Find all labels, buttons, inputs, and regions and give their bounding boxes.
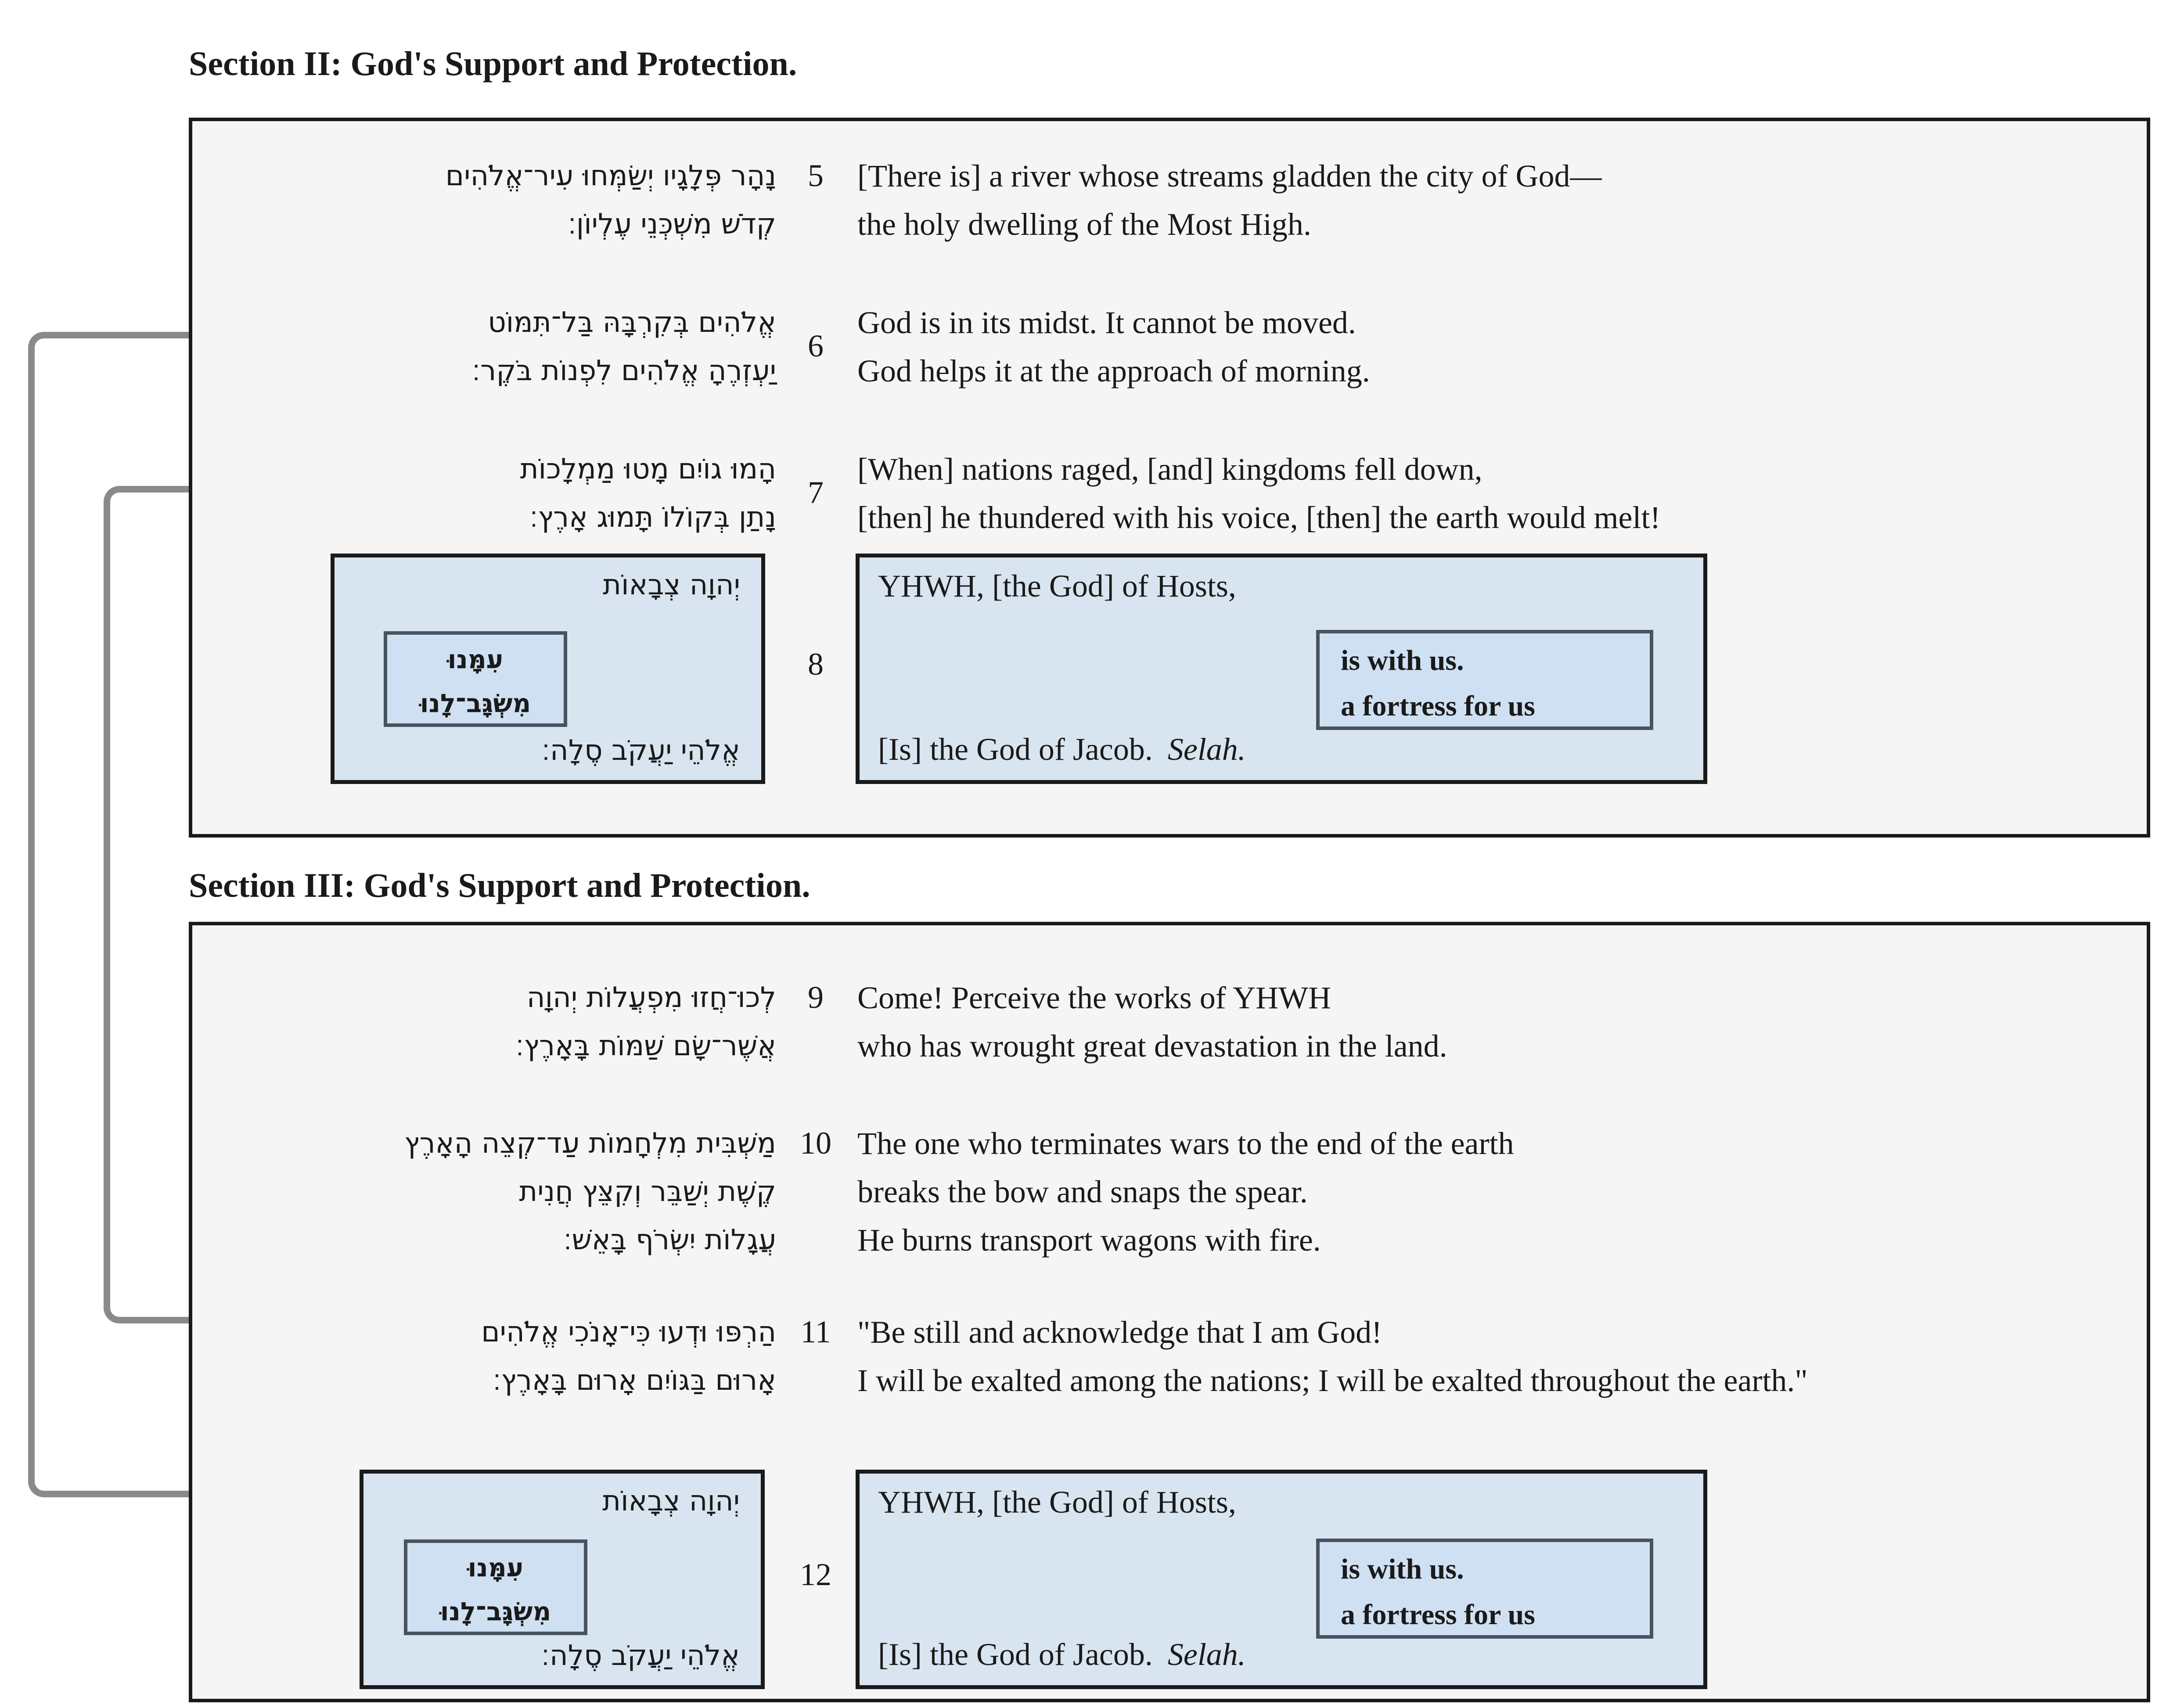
refrain-hebrew-box-v8 [331, 554, 765, 784]
hebrew-text-v5 [216, 152, 776, 248]
hebrew-emphasis-line: מִשְׂגָּב־לָנוּ [420, 688, 531, 718]
english-line: God helps it at the approach of morning. [857, 353, 1370, 388]
hebrew-line: יַעְזְרֶהָ אֱלֹהִים לִפְנוֹת בֹּקֶר׃ [472, 355, 776, 387]
hebrew-line: אֱלֹהִים בְּקִרְבָּהּ בַּל־תִּמּוֹט [488, 306, 776, 339]
hebrew-line: אֲשֶׁר־שָׂם שַׁמּוֹת בָּאָרֶץ׃ [515, 1030, 776, 1062]
english-closing-text: [Is] the God of Jacob. [878, 1637, 1153, 1672]
english-text-v9 [857, 974, 1447, 1070]
hebrew-emphasis-box [404, 1539, 587, 1635]
verse-number-12: 12 [800, 1557, 831, 1592]
section-3-box [189, 922, 2150, 1702]
english-closing-text: [Is] the God of Jacob. [878, 732, 1153, 767]
hebrew-emphasis-line: עִמָּנוּ [447, 644, 504, 674]
english-line: [There is] a river whose streams gladden the city of God— [857, 158, 1602, 194]
english-emphasis-box [1316, 1539, 1653, 1639]
english-line: The one who terminates wars to the end of the earth [857, 1126, 1514, 1161]
verse-number-11: 11 [800, 1314, 831, 1349]
hebrew-text-v7 [216, 445, 776, 542]
section-3-heading: Section III: God's Support and Protection. [189, 866, 810, 904]
english-refrain-closing [878, 1636, 1246, 1673]
hebrew-refrain-closing: אֱלֹהֵי יַעֲקֹב סֶלָה׃ [541, 1640, 740, 1672]
hebrew-text-v6 [216, 298, 776, 395]
english-line: I will be exalted among the nations; I will be exalted throughout the earth." [857, 1363, 1808, 1398]
hebrew-line: אָרוּם בַּגּוֹיִם אָרוּם בָּאָרֶץ׃ [493, 1364, 776, 1397]
refrain-english-box-v12 [856, 1470, 1707, 1689]
selah-italic: Selah. [1167, 1637, 1246, 1672]
english-text-v11 [857, 1308, 1808, 1405]
verse-number-10: 10 [800, 1125, 831, 1161]
refrain-english-box-v8 [856, 554, 1707, 784]
verse-number-9: 9 [808, 980, 824, 1015]
verse-number-6: 6 [808, 328, 824, 363]
verse-number-8: 8 [808, 647, 824, 682]
english-refrain-opening: YHWH, [the God] of Hosts, [878, 568, 1236, 604]
english-line: who has wrought great devastation in the land. [857, 1028, 1447, 1064]
english-emphasis-line: a fortress for us [1341, 1599, 1535, 1631]
english-emphasis-line: is with us. [1341, 644, 1464, 676]
english-emphasis-line: is with us. [1341, 1553, 1464, 1585]
english-line: [then] he thundered with his voice, [then] the earth would melt! [857, 500, 1661, 535]
english-text-v10 [857, 1119, 1514, 1264]
hebrew-line: לְכוּ־חֲזוּ מִפְעֲלוֹת יְהוָה [526, 982, 776, 1014]
english-emphasis-line: a fortress for us [1341, 690, 1535, 722]
hebrew-emphasis-box [384, 631, 567, 727]
english-line: "Be still and acknowledge that I am God! [857, 1315, 1382, 1350]
verse-number-5: 5 [808, 158, 824, 193]
verse-row-8 [192, 554, 2147, 784]
english-line: Come! Perceive the works of YHWH [857, 980, 1331, 1015]
hebrew-line: מַשְׁבִּית מִלְחָמוֹת עַד־קְצֵה הָאָרֶץ [404, 1127, 776, 1160]
verse-row-12 [192, 1470, 2147, 1689]
hebrew-line: קְדֹשׁ מִשְׁכְּנֵי עֶלְיוֹן׃ [568, 208, 776, 241]
english-line: [When] nations raged, [and] kingdoms fell down, [857, 452, 1483, 487]
english-line: breaks the bow and snaps the spear. [857, 1174, 1308, 1209]
hebrew-refrain-opening: יְהוָה צְבָאוֹת [603, 569, 740, 601]
english-refrain-opening: YHWH, [the God] of Hosts, [878, 1485, 1236, 1520]
english-line: He burns transport wagons with fire. [857, 1223, 1321, 1258]
hebrew-text-v11 [216, 1308, 776, 1405]
verse-number-7: 7 [808, 475, 824, 510]
hebrew-emphasis-line: מִשְׂגָּב־לָנוּ [440, 1597, 551, 1626]
hebrew-refrain-opening: יְהוָה צְבָאוֹת [602, 1485, 740, 1517]
hebrew-text-v9 [216, 974, 776, 1070]
hebrew-line: קֶשֶׁת יְשַׁבֵּר וְקִצֵּץ חֲנִית [519, 1176, 776, 1208]
hebrew-line: עֲגָלוֹת יִשְׂרֹף בָּאֵשׁ׃ [563, 1224, 776, 1256]
hebrew-line: הָמוּ גוֹיִם מָטוּ מַמְלָכוֹת [520, 453, 776, 485]
english-line: the holy dwelling of the Most High. [857, 207, 1311, 242]
hebrew-text-v10 [216, 1119, 776, 1264]
english-refrain-closing [878, 731, 1246, 768]
english-text-v5 [857, 152, 1601, 248]
english-text-v6 [857, 298, 1370, 395]
inner-link-bracket [104, 486, 189, 1323]
section-2-box [189, 118, 2150, 838]
refrain-hebrew-box-v12 [360, 1470, 765, 1689]
selah-italic: Selah. [1167, 732, 1246, 767]
english-emphasis-box [1316, 630, 1653, 730]
english-text-v7 [857, 445, 1660, 542]
section-2-heading: Section II: God's Support and Protection. [189, 44, 797, 83]
hebrew-line: הַרְפּוּ וּדְעוּ כִּי־אָנֹכִי אֱלֹהִים [481, 1316, 776, 1348]
hebrew-refrain-closing: אֱלֹהֵי יַעֲקֹב סֶלָה׃ [542, 734, 740, 767]
hebrew-line: נָהָר פְּלָגָיו יְשַׂמְּחוּ עִיר־אֱלֹהִים [445, 160, 776, 192]
hebrew-line: נָתַן בְּקוֹלוֹ תָּמוּג אָרֶץ׃ [529, 501, 776, 534]
hebrew-emphasis-line: עִמָּנוּ [468, 1553, 524, 1582]
english-line: God is in its midst. It cannot be moved. [857, 305, 1356, 340]
